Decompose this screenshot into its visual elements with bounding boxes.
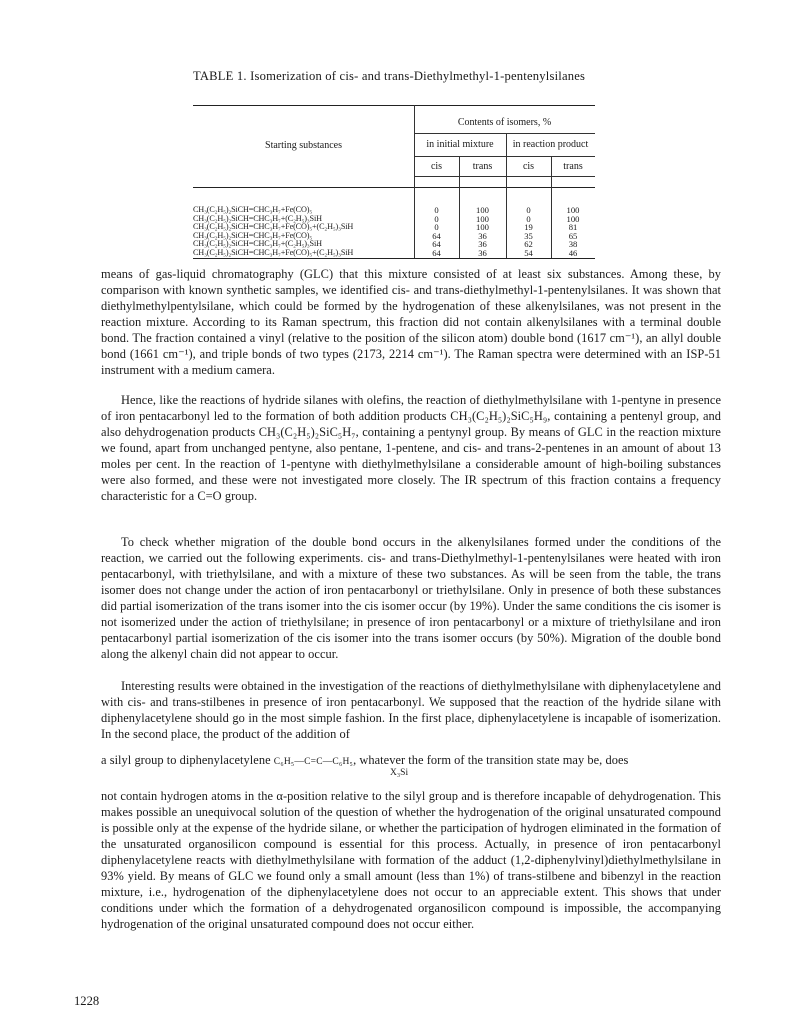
cell-init-cis: 0 (434, 205, 439, 215)
header-rule-1 (414, 133, 595, 134)
header-reaction-product: in reaction product (512, 139, 589, 150)
cell-init-cis: 0 (434, 213, 439, 224)
header-initial-mixture: in initial mixture (426, 139, 494, 150)
header-contents: Contents of isomers, % (457, 117, 552, 128)
header-bottom-rule (193, 187, 595, 188)
header-init-trans: trans (472, 161, 493, 172)
cell-prod-trans: 100 (566, 205, 580, 215)
formula-diphenylvinyl: C₆H₅—C=C—C₆H₅ (273, 757, 354, 767)
table-row (193, 249, 595, 257)
cell-init-cis: 64 (432, 247, 441, 258)
cell-init-trans: 100 (476, 205, 489, 215)
cell-prod-trans: 46 (568, 247, 578, 258)
cell-prod-trans: 81 (568, 222, 578, 232)
cell-init-trans: 100 (476, 213, 489, 224)
table-caption: TABLE 1. Isomerization of cis- and trans-Diethylmethyl-1-pentenylsilanes (193, 69, 586, 83)
header-rule-2 (414, 156, 595, 157)
cell-substances: CH₃(C₂H₅)₂SiCH=CHC₃H₇+Fe(CO)₅ (193, 231, 313, 240)
cell-prod-cis: 62 (524, 239, 533, 249)
cell-init-trans: 100 (476, 222, 489, 232)
silyl-text-before: a silyl group to diphenylacetylene (101, 753, 271, 767)
cell-substances: CH₃(C₂H₅)₂SiCH=CHC₃H₇+Fe(CO)₅+(C₂H₅)₃SiH (193, 223, 354, 231)
table-row (193, 232, 595, 240)
cell-substances: CH₃(C₂H₅)₂SiCH=CHC₃H₇+(C₂H₅)₃SiH (193, 214, 322, 223)
cell-substances: CH₃(C₂H₅)₂SiCH=CHC₃H₇+Fe(CO)₅ (193, 206, 313, 214)
cell-init-cis: 64 (432, 239, 441, 249)
cell-substances: CH₃(C₂H₅)₂SiCH=CHC₃H₇+(C₂H₅)₃SiH (193, 240, 322, 248)
header-prod-cis: cis (522, 161, 535, 172)
cell-init-cis: 0 (434, 222, 439, 232)
cell-prod-trans: 100 (566, 213, 580, 224)
silyl-text-after: , whatever the form of the transition state may be, does (353, 753, 629, 767)
cell-init-trans: 36 (478, 247, 487, 258)
paragraph-double-bond-migration: To check whether migration of the double bond occurs in the alkenylsilanes formed under the conditions of the reaction, we carried out the following experiments. cis- and trans-Diethylmethyl-1-pentenylsilanes were heated with iron pentacarbonyl, with triethylsilane, and with a mixture of these two substances. As will be seen from the table, the trans isomer does not change under the action of iron pentacarbonyl or triethylsilane. Only in presence of both these substances did partial isomerization of the trans isomer into the cis isomer occur (by 19%). Under the same conditions the cis isomer is not isomerized under the action of triethylsilane; in presence of iron pentacarbonyl or a mixture of triethylsilane and iron pentacarbonyl partial isomerization of the cis isomer into the trans isomer occurs (by 50%). Migration of the double bond along the alkenyl chain did not appear to occur. (101, 535, 721, 661)
cell-init-trans: 36 (478, 239, 487, 249)
table-row (193, 206, 595, 214)
cell-substances: CH₃(C₂H₅)₂SiCH=CHC₃H₇+Fe(CO)₅+(C₂H₅)₃SiH (193, 248, 354, 257)
paragraph-hydride-silanes: Hence, like the reactions of hydride silanes with olefins, the reaction of diethylmethylsilane with 1-pentyne in presence of iron pentacarbonyl led to the formation of both addition products CH₃(C₂H₅)₂SiC₅H₉, containing a pentenyl group, and also dehydrogenation products CH₃(C₂H₅)₂SiC₅H₇, containing a pentynyl group. By means of GLC in the reaction mixture we found, apart from unchanged pentyne, also pentane, 1-pentene, and cis- and trans-2-pentenes in an amount of about 13 moles per cent. In the reaction of 1-pentyne with diethylmethylsilane a considerable amount of high-boiling substances were also formed, and these were not investigated more closely. The IR spectrum of this fraction contains a frequency characteristic for a C=O group. (101, 393, 721, 503)
cell-prod-trans: 38 (568, 239, 578, 249)
header-rule-3 (414, 176, 595, 177)
cell-init-trans: 36 (478, 230, 487, 241)
cell-prod-cis: 0 (526, 205, 531, 215)
page-number: 1228 (74, 994, 100, 1008)
table-row (193, 215, 595, 223)
table-row (193, 223, 595, 231)
table-top-rule (193, 105, 595, 106)
cell-prod-cis: 54 (524, 247, 533, 258)
cell-prod-cis: 0 (526, 213, 531, 224)
paragraph-diphenylacetylene: Interesting results were obtained in the investigation of the reactions of diethylmethylsilane with diphenylacetylene and with cis- and trans-stilbenes in presence of iron pentacarbonyl. We supposed that the reaction of the hydride silane with diphenylacetylene should go in the most simple fashion. In the first place, diphenylacetylene is incapable of isomerization. In the second place, the product of the addition of (101, 679, 721, 741)
header-init-cis: cis (430, 161, 443, 172)
cell-prod-cis: 35 (524, 230, 533, 241)
cell-prod-cis: 19 (524, 222, 533, 232)
header-prod-trans: trans (563, 161, 583, 172)
table-bottom-rule (193, 258, 595, 259)
paragraph-alpha-position: not contain hydrogen atoms in the α-position relative to the silyl group and is therefore incapable of dehydrogenation. This makes possible an unequivocal solution of the question of whether the hydrogenation of the original unsaturated compound is possible only at the expense of the hydride silane, or whether the participation of hydrogen eliminated in the formation of the unsaturated organosilicon compound is essential for this process. Actually, in presence of iron pentacarbonyl diphenylacetylene reacts with diethylmethylsilane with formation of the adduct (1,2-diphenylvinyl)diethylmethylsilane in 93% yield. By means of GLC we found only a small amount (less than 1%) of trans-stilbene and bibenzyl in the reaction mixture, i.e., hydrogenation of the diphenylacetylene does not occur to an appreciable extent. This shows that under conditions under which the formation of a dehydrogenated organosilicon compound is impossible, the accompanying hydrogenation of the original unsaturated compound does not occur either. (101, 789, 721, 931)
cell-prod-trans: 65 (568, 230, 578, 241)
formula-silyl-substituent: X₃Si (390, 768, 409, 778)
header-starting-substances: Starting substances (265, 140, 342, 151)
paragraph-gas-chromatography: means of gas-liquid chromatography (GLC) that this mixture consisted of at least six substances. Among these, by comparison with known synthetic samples, we identified cis- and trans-diethylmethyl-1-pentenylsilanes. It was shown that diethylmethylpentylsilane, which could be formed by the hydrogenation of these alkenylsilanes, was not present in the reaction mixture. According to its Raman spectrum, this fraction did not contain alkenylsilanes with a terminal double bond. The fraction contained a vinyl (relative to the position of the silicon atom) double bond (1617 cm⁻¹), an allyl double bond (1661 cm⁻¹), and triple bonds of two types (2173, 2214 cm⁻¹). The Raman spectra were determined with an ISP-51 instrument with a medium camera. (101, 267, 721, 377)
cell-init-cis: 64 (432, 230, 441, 241)
table-row (193, 240, 595, 248)
paragraph-silyl-group-line (101, 752, 721, 770)
